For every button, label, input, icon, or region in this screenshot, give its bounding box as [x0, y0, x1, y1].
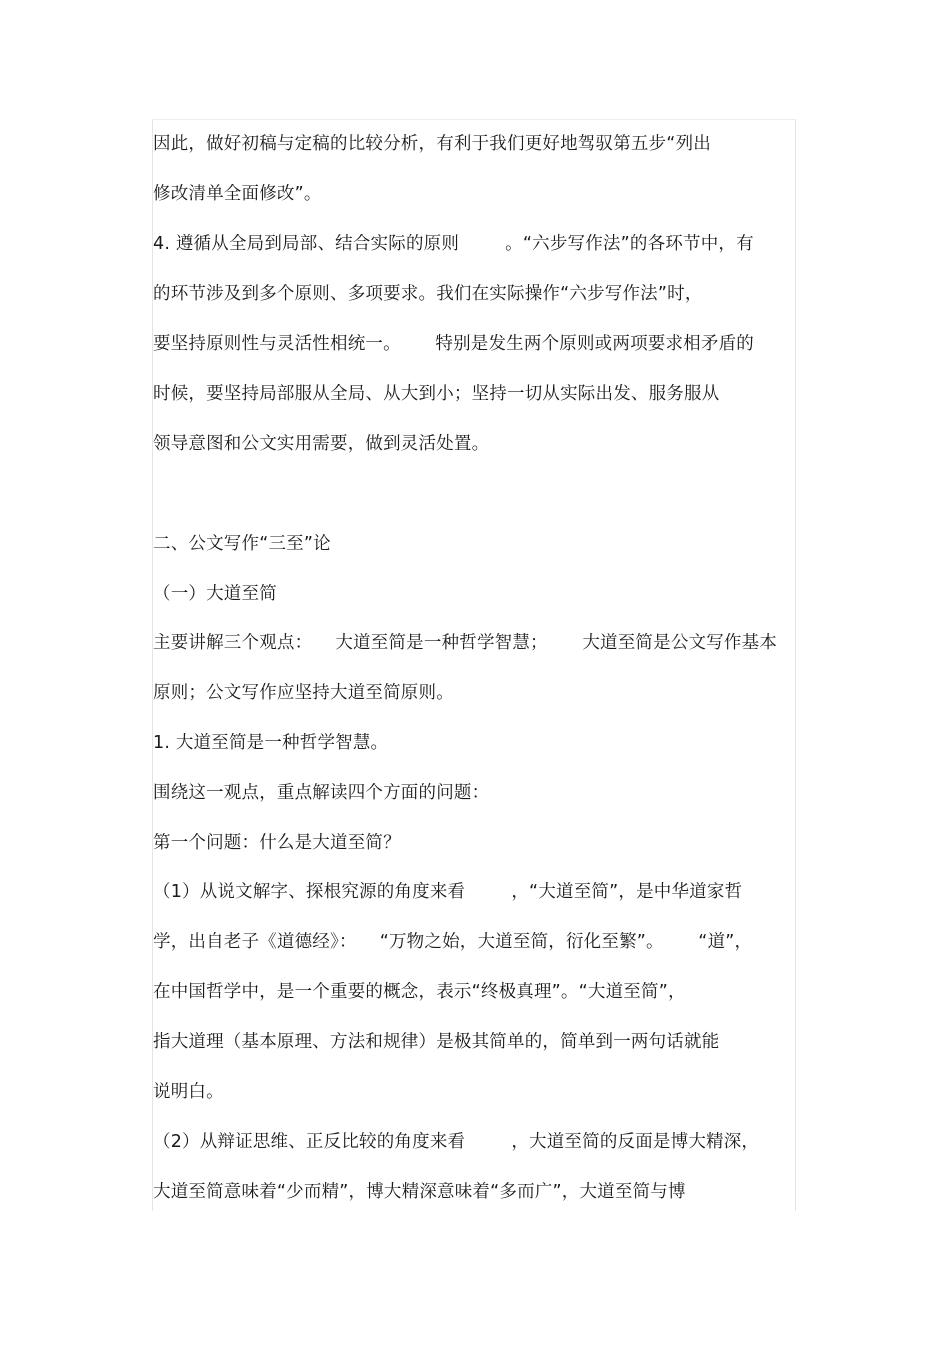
- text-line: 主要讲解三个观点： 大道至简是一种哲学智慧； 大道至简是公文写作基本: [153, 633, 778, 653]
- text-line: 因此，做好初稿与定稿的比较分析，有利于我们更好地驾驭第五步“列出: [153, 134, 711, 154]
- text-line: 时候，要坚持局部服从全局、从大到小；坚持一切从实际出发、服务服从: [153, 384, 720, 404]
- subsection-heading: （一）大道至简: [153, 584, 277, 604]
- text-line: （2）从辩证思维、正反比较的角度来看 ，大道至简的反面是博大精深，: [153, 1132, 760, 1152]
- text-line: 1. 大道至简是一种哲学智慧。: [153, 733, 389, 753]
- text-line: 要坚持原则性与灵活性相统一。 特别是发生两个原则或两项要求相矛盾的: [153, 334, 754, 354]
- text-line: 第一个问题：什么是大道至简？: [153, 833, 401, 853]
- text-line: 在中国哲学中，是一个重要的概念，表示“终极真理”。“大道至简”，: [153, 982, 686, 1002]
- text-line: 学，出自老子《道德经》： “万物之始，大道至简，衍化至繁”。 “道”，: [153, 932, 753, 952]
- text-line: 的环节涉及到多个原则、多项要求。我们在实际操作“六步写作法”时，: [153, 284, 703, 304]
- text-line: 围绕这一观点，重点解读四个方面的问题：: [153, 783, 490, 803]
- text-line: 说明白。: [153, 1082, 224, 1102]
- text-line: （1）从说文解字、探根究源的角度来看 ，“大道至简”，是中华道家哲: [153, 882, 743, 902]
- text-line: 指大道理（基本原理、方法和规律）是极其简单的，简单到一两句话就能: [153, 1032, 720, 1052]
- text-line: 领导意图和公文实用需要，做到灵活处置。: [153, 434, 490, 454]
- text-line: 大道至简意味着“少而精”，博大精深意味着“多而广”，大道至简与博: [153, 1182, 686, 1202]
- section-heading: 二、公文写作“三至”论: [153, 534, 331, 554]
- text-line: 4. 遵循从全局到局部、结合实际的原则 。“六步写作法”的各环节中，有: [153, 234, 754, 254]
- text-line: 原则；公文写作应坚持大道至简原则。: [153, 683, 454, 703]
- text-line: 修改清单全面修改”。: [153, 184, 322, 204]
